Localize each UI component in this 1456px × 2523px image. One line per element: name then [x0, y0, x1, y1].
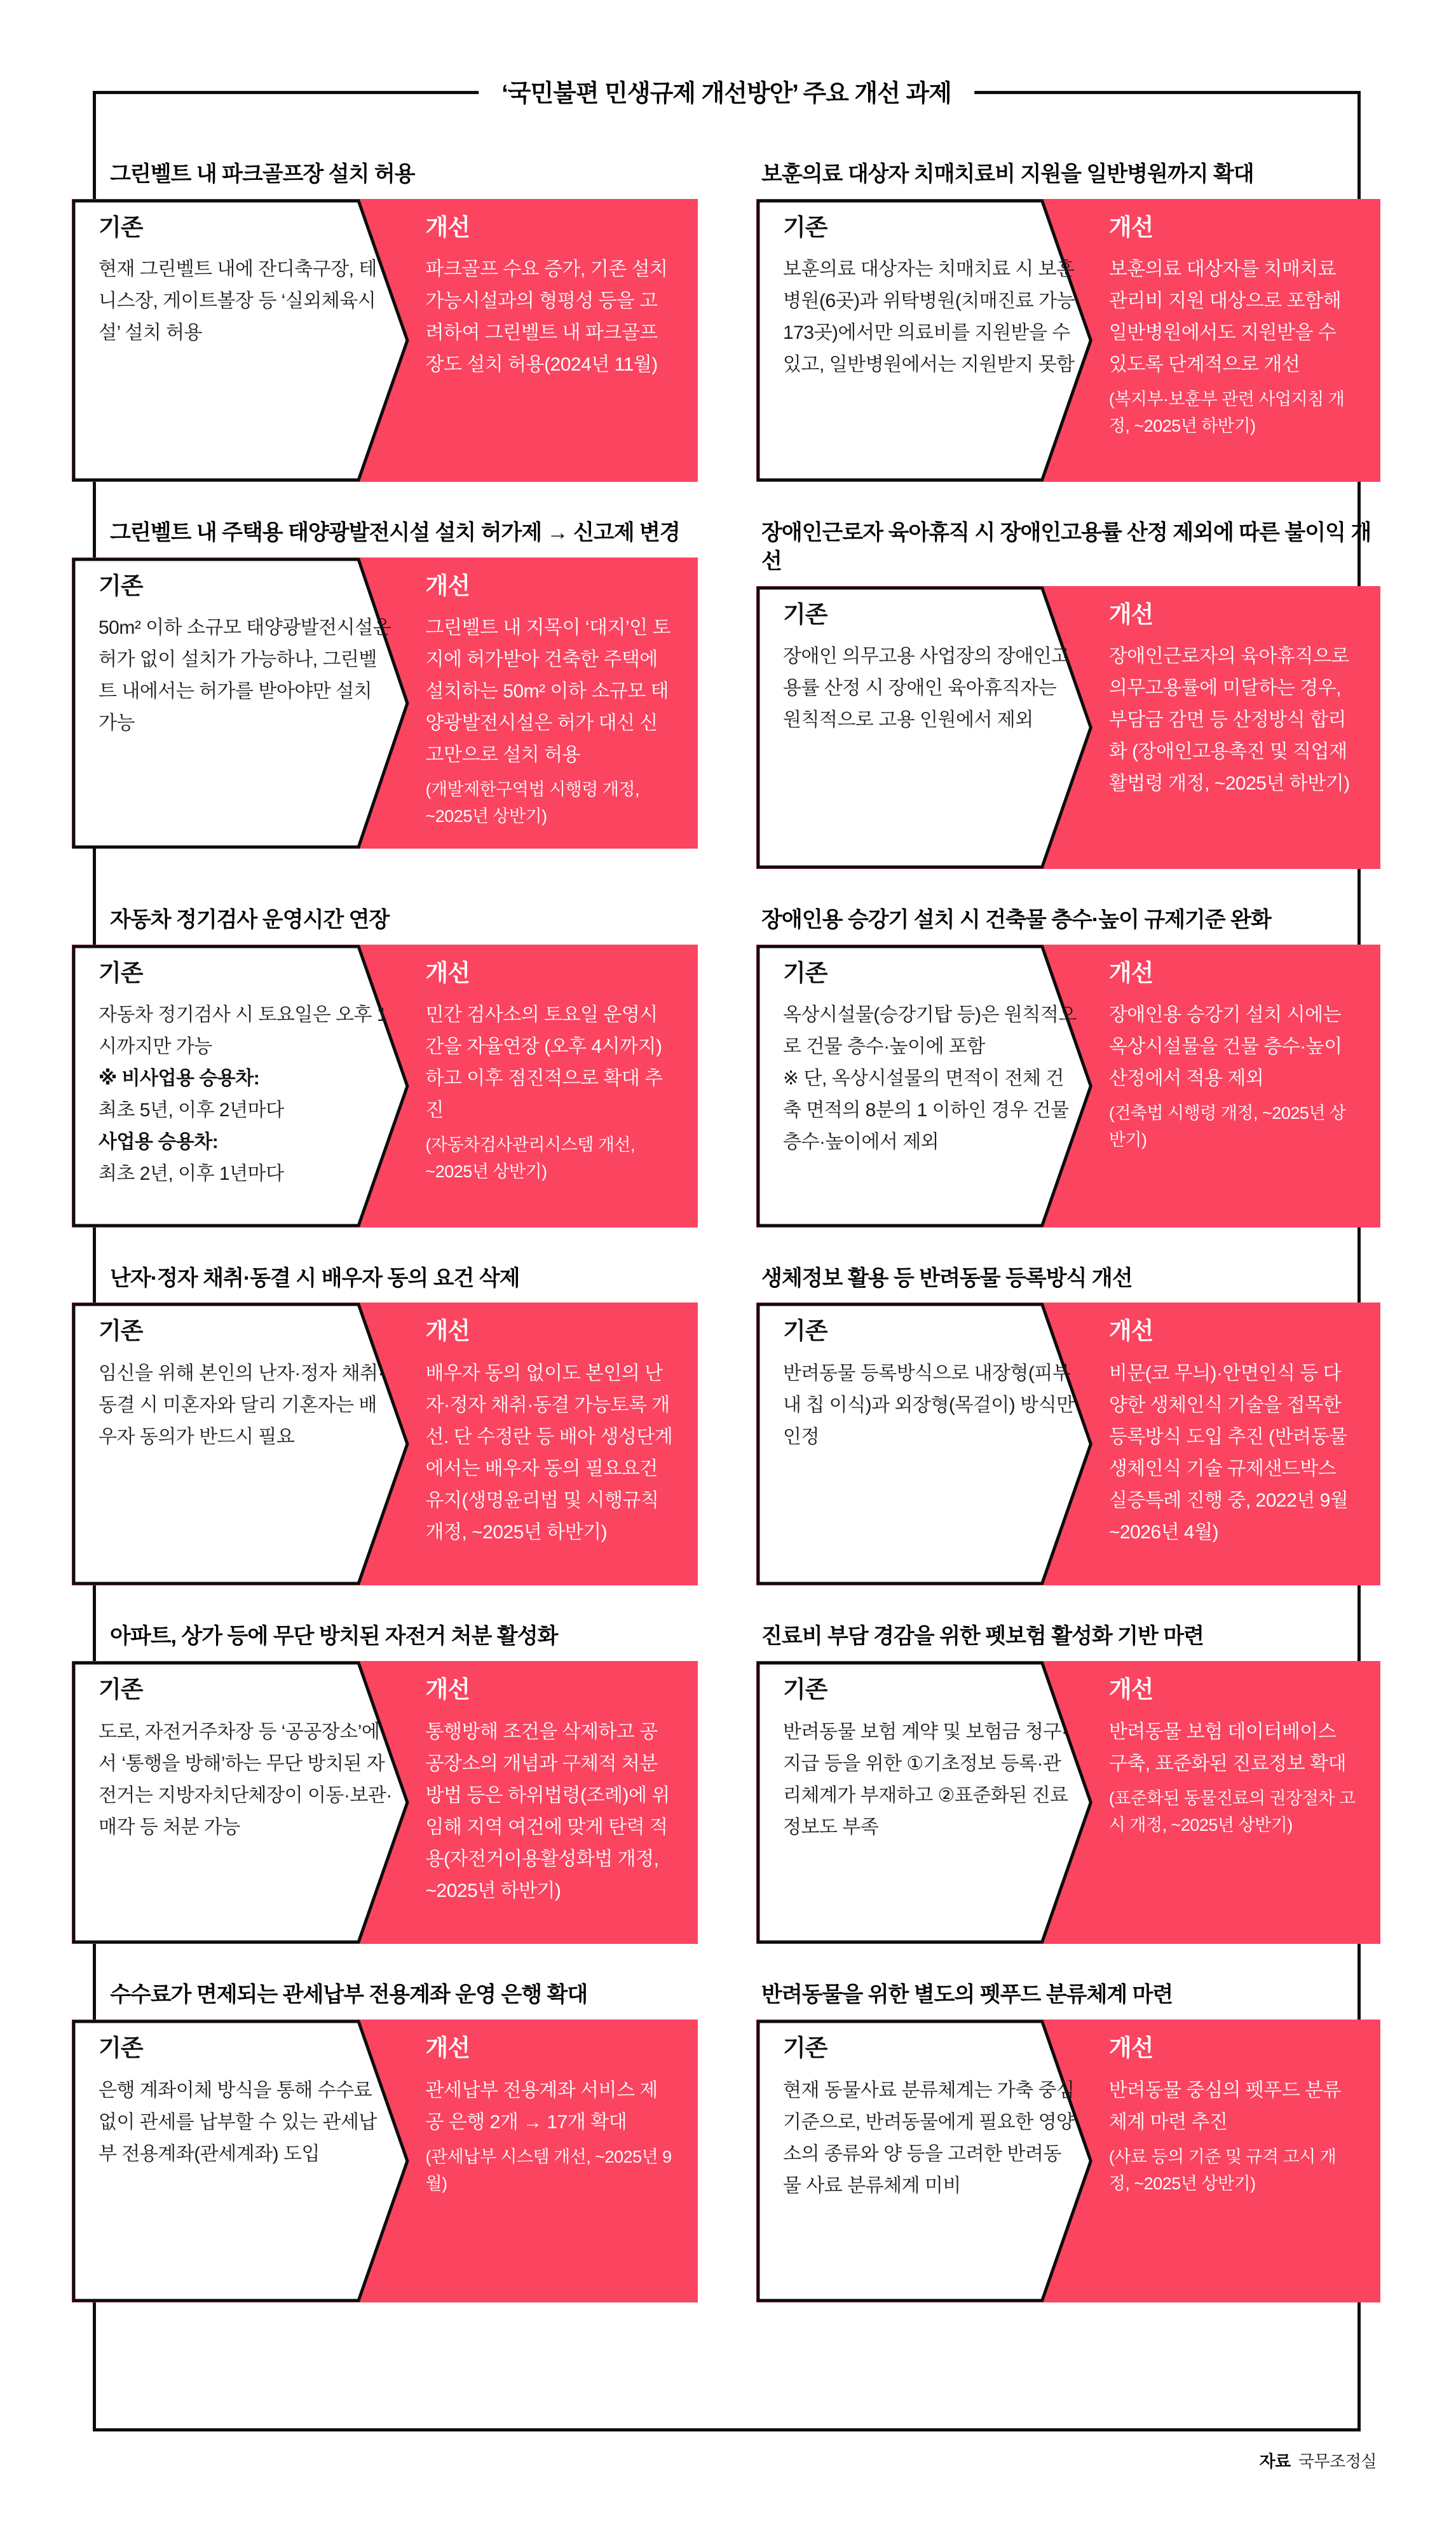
improved-text: 비문(코 무늬)·안면인식 등 다양한 생체인식 기술을 접목한 등록방식 도입 추진 (반려동물 생체인식 기술 규제샌드박스 실증특례 진행 중, 2022년 9월~2026년 4월) [1108, 1362, 1349, 1543]
improved-note: (개발제한구역법 시행령 개정, ~2025년 상반기) [425, 780, 639, 826]
existing-panel [72, 557, 410, 849]
before-after-card [756, 945, 1380, 1227]
improved-note: (표준화된 동물진료의 권장절차 고시 개정, ~2025년 상반기) [1108, 1788, 1356, 1835]
task-title: 그린벨트 내 주택용 태양광발전시설 설치 허가제 → 신고제 변경 [110, 520, 680, 545]
existing-text: 장애인 의무고용 사업장의 장애인고용률 산정 시 장애인 육아휴직자는 원칙적으로 고용 인원에서 제외 [783, 646, 1070, 731]
existing-panel [756, 2020, 1093, 2302]
task-section [756, 1981, 1380, 2302]
improved-label: 개선 [425, 1676, 470, 1703]
existing-label: 기존 [99, 959, 143, 986]
existing-text: 옥상시설물(승강기탑 등)은 원칙적으로 건물 층수·높이에 포함 ※ 단, 옥상시설물의 면적이 전체 건축 면적의 8분의 1 이하인 경우 건물 층수·높이에서 제외 [783, 1004, 1077, 1153]
improved-note: (관세납부 시스템 개선, ~2025년 9월) [425, 2147, 672, 2193]
task-section [72, 519, 698, 849]
task-title: 장애인용 승강기 설치 시 건축물 층수·높이 규제기준 완화 [761, 907, 1271, 932]
existing-panel-content [72, 2020, 410, 2187]
existing-panel-content [756, 1661, 1093, 1860]
improved-text: 관세납부 전용계좌 서비스 제공 은행 2개 → 17개 확대 [425, 2079, 658, 2133]
source-label: 자료 [1259, 2452, 1291, 2471]
existing-label: 기존 [783, 214, 827, 240]
improved-label: 개선 [1108, 1318, 1153, 1344]
existing-panel-content [756, 1303, 1093, 1470]
task-section [72, 1264, 698, 1586]
improved-text: 반려동물 중심의 펫푸드 분류체계 마련 추진 [1108, 2079, 1342, 2133]
before-after-card [756, 1303, 1380, 1585]
improved-label: 개선 [425, 214, 470, 240]
existing-panel [72, 1661, 410, 1944]
existing-panel [72, 199, 410, 482]
existing-text: 반려동물 등록방식으로 내장형(피부 내 칩 이식)과 외장형(목걸이) 방식만 인정 [783, 1362, 1075, 1447]
existing-panel-content [756, 2020, 1093, 2219]
task-section [72, 1981, 698, 2302]
existing-panel [72, 945, 410, 1227]
existing-label: 기존 [783, 1318, 827, 1344]
improved-note: (사료 등의 기준 및 규격 고시 개정, ~2025년 상반기) [1108, 2147, 1337, 2193]
before-after-card [756, 586, 1380, 869]
existing-panel-content [72, 945, 410, 1207]
existing-panel-content [756, 945, 1093, 1175]
improved-text: 민간 검사소의 토요일 운영시간을 자율연장 (오후 4시까지)하고 이후 점진적으로 확대 추진 [425, 1004, 663, 1121]
existing-label: 기존 [99, 1318, 143, 1344]
improved-label: 개선 [1108, 1676, 1153, 1703]
improved-text: 배우자 동의 없이도 본인의 난자·정자 채취·동결 가능토록 개선. 단 수정란 등 배아 생성단계에서는 배우자 동의 필요요건 유지(생명윤리법 및 시행규칙 개정, ~2025년 하반기) [425, 1362, 673, 1543]
improved-text: 장애인근로자의 육아휴직으로 의무고용률에 미달하는 경우, 부담금 감면 등 산정방식 합리화 (장애인고용촉진 및 직업재활법령 개정, ~2025년 하반기) [1108, 646, 1350, 795]
improved-text: 그린벨트 내 지목이 ‘대지’인 토지에 허가받아 건축한 주택에 설치하는 50m² 이하 소규모 태양광발전시설은 허가 대신 신고만으로 설치 허용 [425, 617, 670, 766]
existing-label: 기존 [99, 1676, 143, 1703]
task-section [756, 1264, 1380, 1586]
existing-text: 은행 계좌이체 방식을 통해 수수료 없이 관세를 납부할 수 있는 관세납부 전용계좌(관세계좌) 도입 [99, 2079, 377, 2164]
tasks-grid [72, 160, 1380, 2302]
task-title: 장애인근로자 육아휴직 시 장애인고용률 산정 제외에 따른 불이익 개선 [761, 520, 1371, 573]
existing-text: 임신을 위해 본인의 난자·정자 채취·동결 시 미혼자와 달리 기혼자는 배우자 동의가 반드시 필요 [99, 1362, 384, 1447]
before-after-card [72, 1661, 698, 1944]
before-after-card [756, 2020, 1380, 2302]
existing-label: 기존 [783, 959, 827, 986]
task-section [72, 160, 698, 482]
improved-text: 반려동물 보험 데이터베이스 구축, 표준화된 진료정보 확대 [1108, 1721, 1346, 1774]
existing-text: 현재 그린벨트 내에 잔디축구장, 테니스장, 게이트볼장 등 ‘실외체육시설’ 설치 허용 [99, 259, 377, 344]
task-title: 자동차 정기검사 운영시간 연장 [110, 907, 390, 932]
task-section [756, 519, 1380, 869]
before-after-card [756, 1661, 1380, 1944]
source-credit [1260, 2449, 1377, 2472]
before-after-card [756, 199, 1380, 482]
existing-label: 기존 [783, 1676, 827, 1703]
improved-label: 개선 [1108, 2035, 1153, 2061]
existing-panel-content [72, 1303, 410, 1470]
improved-text: 파크골프 수요 증가, 기존 설치 가능시설과의 형평성 등을 고려하여 그린벨트 내 파크골프장도 설치 허용(2024년 11월) [425, 259, 668, 376]
task-section [756, 906, 1380, 1227]
improved-label: 개선 [1108, 214, 1153, 240]
improved-label: 개선 [1108, 959, 1153, 986]
task-section [756, 160, 1380, 482]
existing-panel-content [72, 557, 410, 756]
existing-panel-content [756, 199, 1093, 398]
improved-text: 보훈의료 대상자를 치매치료 관리비 지원 대상으로 포함해 일반병원에서도 지원받을 수 있도록 단계적으로 개선 [1108, 259, 1342, 376]
task-title: 아파트, 상가 등에 무단 방치된 자전거 처분 활성화 [110, 1624, 558, 1649]
before-after-card [72, 557, 698, 849]
existing-text: 반려동물 보험 계약 및 보험금 청구·지급 등을 위한 ①기초정보 등록·관리체계가 부재하고 ②표준화된 진료 정보도 부족 [783, 1721, 1068, 1838]
existing-panel [756, 199, 1093, 482]
task-title: 생체정보 활용 등 반려동물 등록방식 개선 [761, 1266, 1133, 1290]
task-title: 그린벨트 내 파크골프장 설치 허용 [110, 162, 415, 186]
task-title: 진료비 부담 경감을 위한 펫보험 활성화 기반 마련 [761, 1624, 1204, 1649]
improved-text: 통행방해 조건을 삭제하고 공공장소의 개념과 구체적 처분 방법 등은 하위법령(조례)에 위임해 지역 여건에 맞게 탄력 적용(자전거이용활성화법 개정, ~2025년 하반기) [425, 1721, 670, 1901]
page-title: ‘국민불편 민생규제 개선방안’ 주요 개선 과제 [479, 74, 974, 109]
existing-panel [72, 2020, 410, 2302]
existing-panel [756, 1661, 1093, 1944]
existing-text: 현재 동물사료 분류체계는 가축 중심 기준으로, 반려동물에게 필요한 영양소의 종류와 양 등을 고려한 반려동물 사료 분류체계 미비 [783, 2079, 1075, 2196]
improved-label: 개선 [425, 959, 470, 986]
existing-label: 기존 [99, 2035, 143, 2061]
improved-label: 개선 [425, 572, 470, 599]
existing-label: 기존 [99, 214, 143, 240]
task-section [756, 1622, 1380, 1944]
before-after-card [72, 199, 698, 482]
task-title: 반려동물을 위한 별도의 펫푸드 분류체계 마련 [761, 1983, 1173, 2007]
before-after-card [72, 945, 698, 1227]
existing-text: 도로, 자전거주차장 등 ‘공공장소’에서 ‘통행을 방해’하는 무단 방치된 자전거는 지방자치단체장이 이동·보관·매각 등 처분 가능 [99, 1721, 392, 1838]
improved-note: (복지부·보훈부 관련 사업지침 개정, ~2025년 하반기) [1108, 390, 1345, 436]
existing-label: 기존 [783, 2035, 827, 2061]
task-section [72, 906, 698, 1227]
improved-label: 개선 [1108, 601, 1153, 627]
existing-panel-content [756, 586, 1093, 753]
existing-text: 자동차 정기검사 시 토요일은 오후 1시까지만 가능 ※ 비사업용 승용차: 최초 5년, 이후 2년마다 사업용 승용차: 최초 2년, 이후 1년마다 [99, 1004, 388, 1185]
existing-panel [756, 945, 1093, 1227]
existing-panel [72, 1303, 410, 1585]
existing-panel [756, 1303, 1093, 1585]
existing-panel-content [72, 199, 410, 366]
existing-text: 50m² 이하 소규모 태양광발전시설은 허가 없이 설치가 가능하나, 그린벨트 내에서는 허가를 받아야만 설치 가능 [99, 617, 391, 734]
source-value: 국무조정실 [1298, 2452, 1377, 2471]
improved-text: 장애인용 승강기 설치 시에는 옥상시설물을 건물 층수·높이 산정에서 적용 제외 [1108, 1004, 1342, 1090]
improved-label: 개선 [425, 1318, 470, 1344]
existing-panel [756, 586, 1093, 869]
existing-label: 기존 [99, 572, 143, 599]
existing-text: 보훈의료 대상자는 치매치료 시 보훈병원(6곳)과 위탁병원(치매진료 가능 173곳)에서만 의료비를 지원받을 수 있고, 일반병원에서는 지원받지 못함 [783, 259, 1075, 376]
task-title: 보훈의료 대상자 치매치료비 지원을 일반병원까지 확대 [761, 162, 1254, 186]
before-after-card [72, 1303, 698, 1585]
task-section [72, 1622, 698, 1944]
existing-label: 기존 [783, 601, 827, 627]
improved-note: (건축법 시행령 개정, ~2025년 상반기) [1108, 1104, 1346, 1150]
improved-label: 개선 [425, 2035, 470, 2061]
improved-note: (자동차검사관리시스템 개선, ~2025년 상반기) [425, 1135, 635, 1182]
existing-panel-content [72, 1661, 410, 1860]
task-title: 수수료가 면제되는 관세납부 전용계좌 운영 은행 확대 [110, 1983, 588, 2007]
task-title: 난자·정자 채취·동결 시 배우자 동의 요건 삭제 [110, 1266, 520, 1290]
before-after-card [72, 2020, 698, 2302]
